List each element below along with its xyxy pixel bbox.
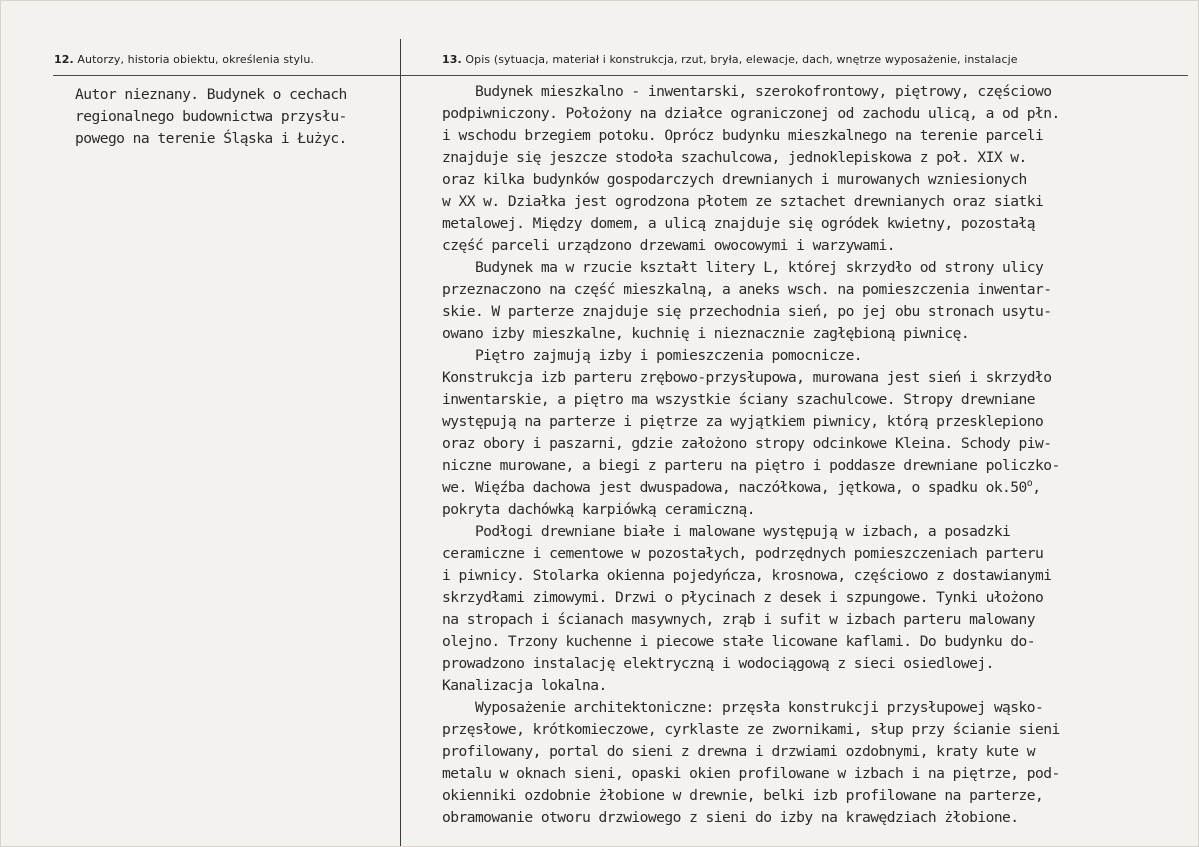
description-line: i piwnicy. Stolarka okienna pojedyńcza, krosnowa, częściowo z dostawianymi <box>442 567 1052 584</box>
description-line: pokryta dachówką karpiówką ceramiczną. <box>442 501 755 518</box>
section-12-number: 12. <box>54 53 74 66</box>
section-13-header <box>442 53 1018 66</box>
description-line: Kanalizacja lokalna. <box>442 677 607 694</box>
description-line: oraz obory i paszarni, gdzie założono stropy odcinkowe Kleina. Schody piw- <box>442 435 1052 452</box>
description-line: oraz kilka budynków gospodarczych drewnianych i murowanych wzniesionych <box>442 171 1027 188</box>
description-line: znajduje się jeszcze stodoła szachulcowa, jednoklepiskowa z poł. XIX w. <box>442 149 1027 166</box>
description-line: w XX w. Działka jest ogrodzona płotem ze sztachet drewnianych oraz siatki <box>442 193 1044 210</box>
column-divider <box>400 39 401 846</box>
description-line: niczne murowane, a biegi z parteru na piętro i poddasze drewniane policzko- <box>442 457 1060 474</box>
description-line: skie. W parterze znajduje się przechodnia sień, po jej obu stronach usytu- <box>442 303 1052 320</box>
description-line: Budynek ma w rzucie kształt litery L, której skrzydło od strony ulicy <box>442 259 1044 276</box>
description-line: obramowanie otworu drzwiowego z sieni do izby na krawędziach żłobione. <box>442 809 1019 826</box>
description-line: Piętro zajmują izby i pomieszczenia pomocnicze. <box>442 347 863 364</box>
section-12-title: Autorzy, historia obiektu, określenia stylu. <box>77 53 314 66</box>
description-line: okienniki ozdobnie żłobione w drewnie, belki izb profilowane na parterze, <box>442 787 1044 804</box>
description-line: podpiwniczony. Położony na działce ograniczonej od zachodu ulicą, a od płn. <box>442 105 1060 122</box>
description-line: Budynek mieszkalno - inwentarski, szerokofrontowy, piętrowy, częściowo <box>442 83 1052 100</box>
section-13-number: 13. <box>442 53 462 66</box>
author-history-line: regionalnego budownictwa przysłu- <box>75 108 347 125</box>
description-line: we. Więźba dachowa jest dwuspadowa, naczółkowa, jętkowa, o spadku ok.50$^o$, <box>442 478 1041 496</box>
section-12-header <box>54 53 314 66</box>
description-line: profilowany, portal do sieni z drewna i drzwiami ozdobnymi, kraty kute w <box>442 743 1036 760</box>
description-line: na stropach i ścianach masywnych, zrąb i sufit w izbach parteru malowany <box>442 611 1036 628</box>
description-line: prowadzono instalację elektryczną i wodociągową z sieci osiedlowej. <box>442 655 994 672</box>
header-divider <box>53 75 1188 76</box>
description-line: metalu w oknach sieni, opaski okien profilowane w izbach i na piętrze, pod- <box>442 765 1060 782</box>
author-history-line: Autor nieznany. Budynek o cechach <box>75 86 347 103</box>
description-line: przęsłowe, krótkomieczowe, cyrklaste ze zwornikami, słup przy ścianie sieni <box>442 721 1060 738</box>
description-line: występują na parterze i piętrze za wyjątkiem piwnicy, którą przesklepiono <box>442 413 1044 430</box>
description-line: Wyposażenie architektoniczne: przęsła konstrukcji przysłupowej wąsko- <box>442 699 1044 716</box>
description-line: i wschodu brzegiem potoku. Oprócz budynku mieszkalnego na terenie parceli <box>442 127 1044 144</box>
description-line: owano izby mieszkalne, kuchnię i nieznacznie zagłębioną piwnicę. <box>442 325 970 342</box>
description-line: część parceli urządzono drzewami owocowymi i warzywami. <box>442 237 895 254</box>
degree-mark: o <box>1026 478 1033 489</box>
description-line: Konstrukcja izb parteru zrębowo-przysłupowa, murowana jest sień i skrzydło <box>442 369 1052 386</box>
author-history-line: powego na terenie Śląska i Łużyc. <box>75 130 347 147</box>
description-line: ceramiczne i cementowe w pozostałych, podrzędnych pomieszczeniach parteru <box>442 545 1044 562</box>
author-history-text <box>75 84 347 150</box>
description-line: metalowej. Między domem, a ulicą znajduje się ogródek kwietny, pozostałą <box>442 215 1036 232</box>
section-13-title: Opis (sytuacja, materiał i konstrukcja, rzut, bryła, elewacje, dach, wnętrze wyposażenie, instalacje <box>465 53 1018 66</box>
description-line: skrzydłami zimowymi. Drzwi o płycinach z desek i szpungowe. Tynki ułożono <box>442 589 1044 606</box>
description-line: inwentarskie, a piętro ma wszystkie ściany szachulcowe. Stropy drewniane <box>442 391 1036 408</box>
description-line: olejno. Trzony kuchenne i piecowe stałe licowane kaflami. Do budynku do- <box>442 633 1036 650</box>
description-line: Podłogi drewniane białe i malowane występują w izbach, a posadzki <box>442 523 1011 540</box>
description-line: przeznaczono na część mieszkalną, a aneks wsch. na pomieszczenia inwentar- <box>442 281 1052 298</box>
description-text <box>442 81 1060 829</box>
